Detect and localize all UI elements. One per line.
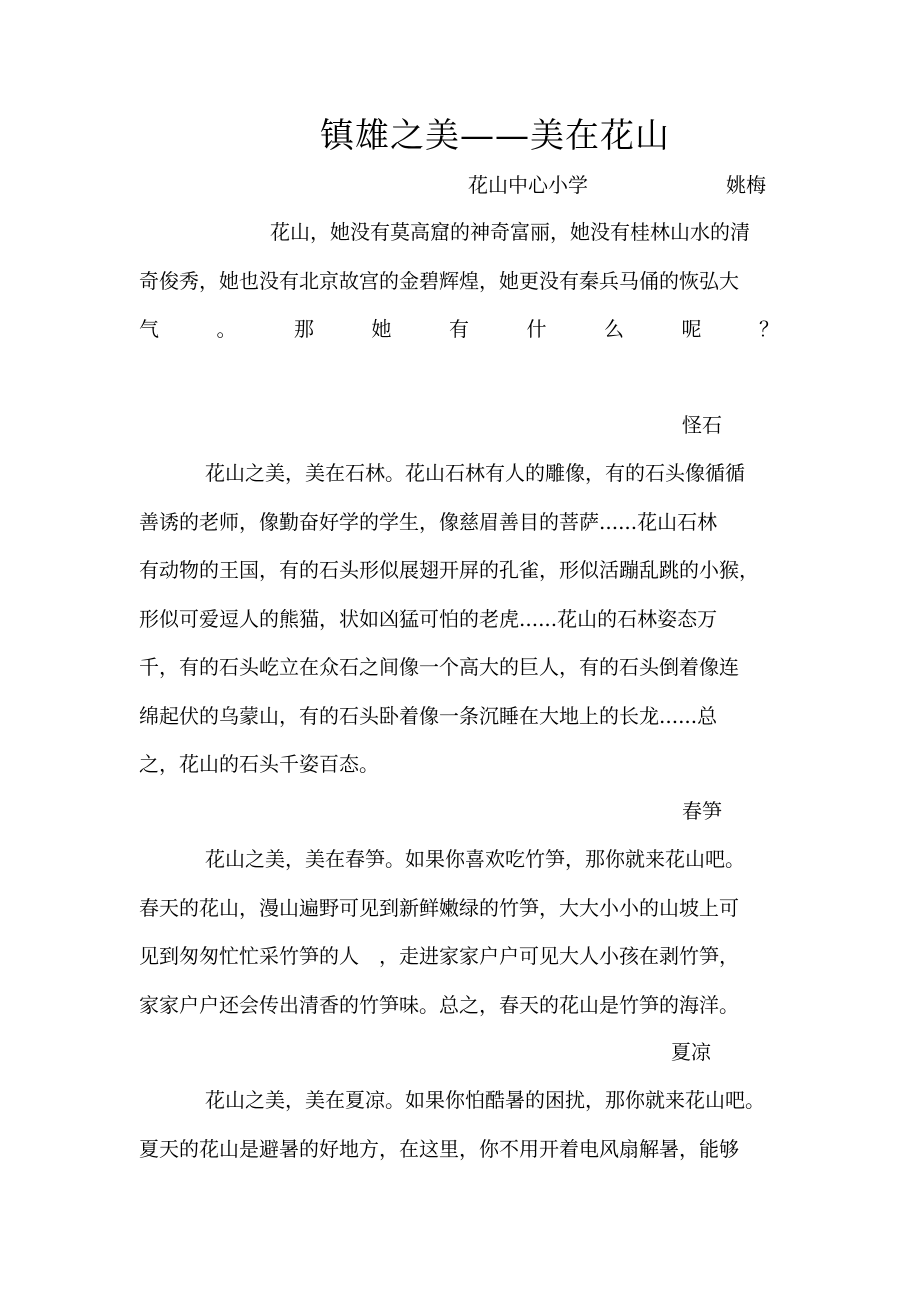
page-title: 镇雄之美——美在花山: [320, 116, 670, 156]
paragraph-line: 夏天的花山是避暑的好地方，在这里，你不用开着电风扇解暑，能够: [139, 1137, 739, 1161]
paragraph-line: 花山之美，美在石林。花山石林有人的雕像，有的石头像循循: [205, 461, 745, 485]
intro-line: 花山，她没有莫高窟的神奇富丽，她没有桂林山水的清: [270, 220, 750, 244]
intro-char: 她: [371, 317, 392, 341]
paragraph-line: 善诱的老师，像勤奋好学的学生，像慈眉善目的菩萨......花山石林: [139, 510, 718, 534]
intro-char: 呢: [681, 317, 702, 341]
intro-char: 。: [216, 317, 237, 341]
paragraph-line: 见到匆匆忙忙采竹笋的人 ，走进家家户户可见大人小孩在剥竹笋，: [139, 944, 739, 968]
school-name: 花山中心小学: [468, 173, 588, 197]
paragraph-line: 形似可爱逗人的熊猫，状如凶猛可怕的老虎......花山的石林姿态万: [139, 607, 718, 631]
author-name: 姚梅: [726, 173, 766, 197]
paragraph-line: 绵起伏的乌蒙山，有的石头卧着像一条沉睡在大地上的长龙......总: [139, 704, 718, 728]
intro-char: 那: [294, 317, 314, 341]
paragraph-line: 千，有的石头屹立在众石之间像一个高大的巨人，有的石头倒着像连: [139, 655, 739, 679]
paragraph-line: 家家户户还会传出清香的竹笋味。总之，春天的花山是竹笋的海洋。: [139, 993, 739, 1017]
paragraph-line: 花山之美，美在春笋。如果你喜欢吃竹笋，那你就来花山吧。: [205, 847, 745, 871]
section-heading-bamboo: 春笋: [682, 799, 722, 823]
paragraph-line: 之，花山的石头千姿百态。: [139, 752, 379, 776]
intro-line: 奇俊秀，她也没有北京故宫的金碧辉煌，她更没有秦兵马俑的恢弘大: [139, 269, 739, 293]
intro-char: 么: [604, 317, 624, 341]
paragraph-line: 有动物的王国，有的石头形似展翅开屏的孔雀，形似活蹦乱跳的小猴，: [139, 558, 759, 582]
intro-char: 什: [526, 317, 547, 341]
paragraph-line: 花山之美，美在夏凉。如果你怕酷暑的困扰，那你就来花山吧。: [205, 1088, 765, 1112]
intro-char: ？: [759, 317, 779, 341]
intro-char: 有: [449, 317, 469, 341]
intro-spread-line: [139, 314, 779, 344]
section-heading-summer: 夏凉: [671, 1040, 711, 1064]
paragraph-line: 春天的花山，漫山遍野可见到新鲜嫩绿的竹笋，大大小小的山坡上可: [139, 896, 739, 920]
section-heading-stone: 怪石: [682, 413, 722, 437]
intro-char: 气: [139, 317, 159, 341]
